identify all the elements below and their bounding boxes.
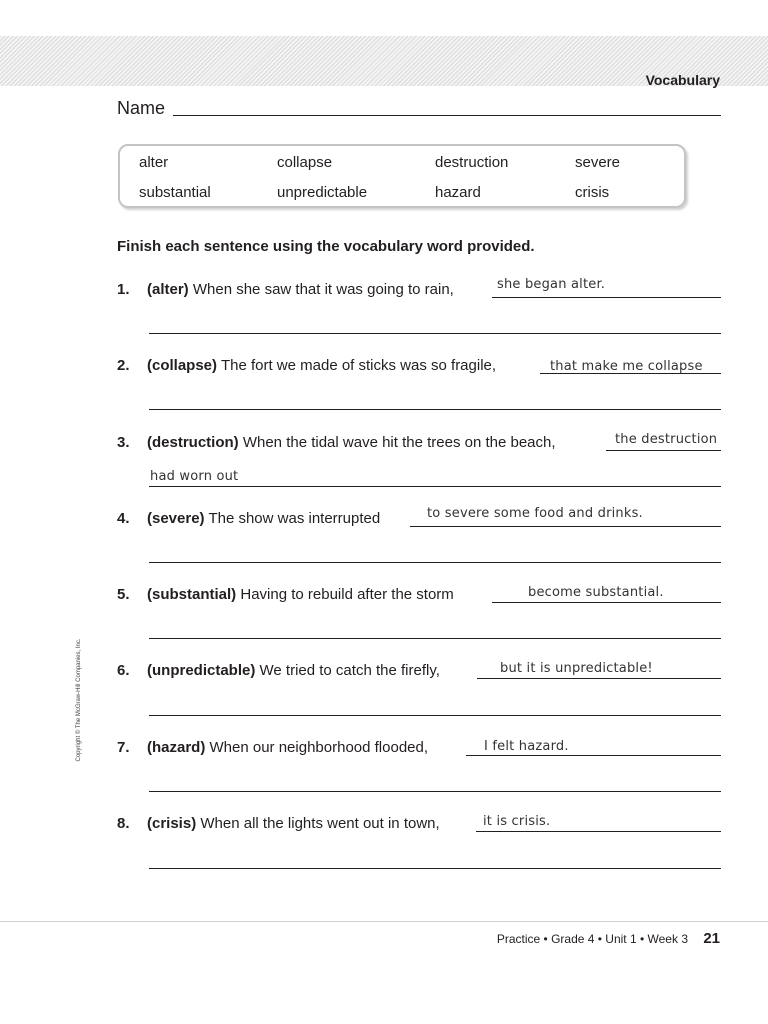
footer-rule: [0, 921, 768, 922]
item-text: When our neighborhood flooded,: [209, 739, 429, 756]
item-number: 8.: [117, 815, 130, 832]
item-prompt: [147, 510, 380, 527]
item-text: Having to rebuild after the storm: [240, 586, 454, 603]
footer-text: Practice • Grade 4 • Unit 1 • Week 3: [496, 932, 688, 946]
item-number: 6.: [117, 662, 130, 679]
name-field-line[interactable]: [173, 115, 721, 116]
item-text: The show was interrupted: [208, 510, 381, 527]
item-text: When all the lights went out in town,: [200, 815, 440, 832]
item-word: (substantial): [147, 586, 237, 603]
item-word: (destruction): [147, 434, 239, 451]
answer-line-2[interactable]: [149, 544, 721, 563]
item-number: 4.: [117, 510, 130, 527]
section-label: Vocabulary: [645, 72, 720, 88]
item-number: 7.: [117, 739, 130, 756]
item-word: (severe): [147, 510, 205, 527]
answer-line-2[interactable]: [149, 391, 721, 410]
answer-line-2[interactable]: [149, 850, 721, 869]
item-prompt: [147, 815, 440, 832]
handwritten-answer: that make me collapse: [550, 359, 703, 374]
item-text: When the tidal wave hit the trees on the beach,: [242, 434, 556, 451]
vocab-word: severe: [575, 154, 621, 171]
handwritten-answer-2: had worn out: [150, 469, 239, 484]
item-number: 2.: [117, 357, 130, 374]
item-prompt: [147, 662, 440, 679]
item-word: (collapse): [147, 357, 218, 374]
answer-line-2[interactable]: [149, 620, 721, 639]
item-number: 5.: [117, 586, 130, 603]
item-number: 3.: [117, 434, 130, 451]
item-prompt: [147, 434, 556, 451]
page-number: 21: [703, 930, 720, 947]
item-prompt: [147, 357, 496, 374]
vocab-word: hazard: [435, 184, 481, 201]
handwritten-answer: become substantial.: [528, 585, 664, 600]
vocabulary-word-box: [118, 144, 686, 208]
answer-line-2[interactable]: [149, 773, 721, 792]
handwritten-answer: but it is unpredictable!: [500, 661, 653, 676]
item-text: We tried to catch the firefly,: [259, 662, 440, 679]
item-prompt: [147, 586, 454, 603]
vocab-word: alter: [139, 154, 169, 171]
item-prompt: [147, 739, 428, 756]
vocab-word: substantial: [139, 184, 211, 201]
vocab-word: collapse: [277, 154, 333, 171]
vocab-word: unpredictable: [277, 184, 368, 201]
item-number: 1.: [117, 281, 130, 298]
name-row: [117, 98, 721, 118]
name-label: Name: [117, 98, 166, 118]
vocab-word: destruction: [435, 154, 509, 171]
answer-line-2[interactable]: [149, 315, 721, 334]
item-word: (hazard): [147, 739, 206, 756]
handwritten-answer: she began alter.: [497, 277, 606, 292]
answer-line-2[interactable]: [149, 697, 721, 716]
item-text: The fort we made of sticks was so fragile,: [220, 357, 497, 374]
vocab-word: crisis: [575, 184, 610, 201]
item-word: (unpredictable): [147, 662, 256, 679]
handwritten-answer: the destruction: [615, 432, 718, 447]
item-text: When she saw that it was going to rain,: [192, 281, 454, 298]
copyright-notice: Copyright © The McGraw-Hill Companies, Inc.: [76, 638, 82, 762]
instructions: Finish each sentence using the vocabulary word provided.: [117, 238, 535, 255]
handwritten-answer: it is crisis.: [483, 814, 551, 829]
handwritten-answer: to severe some food and drinks.: [427, 506, 643, 521]
item-word: (alter): [147, 281, 189, 298]
item-prompt: [147, 281, 454, 298]
item-word: (crisis): [147, 815, 197, 832]
handwritten-answer: I felt hazard.: [484, 739, 569, 754]
